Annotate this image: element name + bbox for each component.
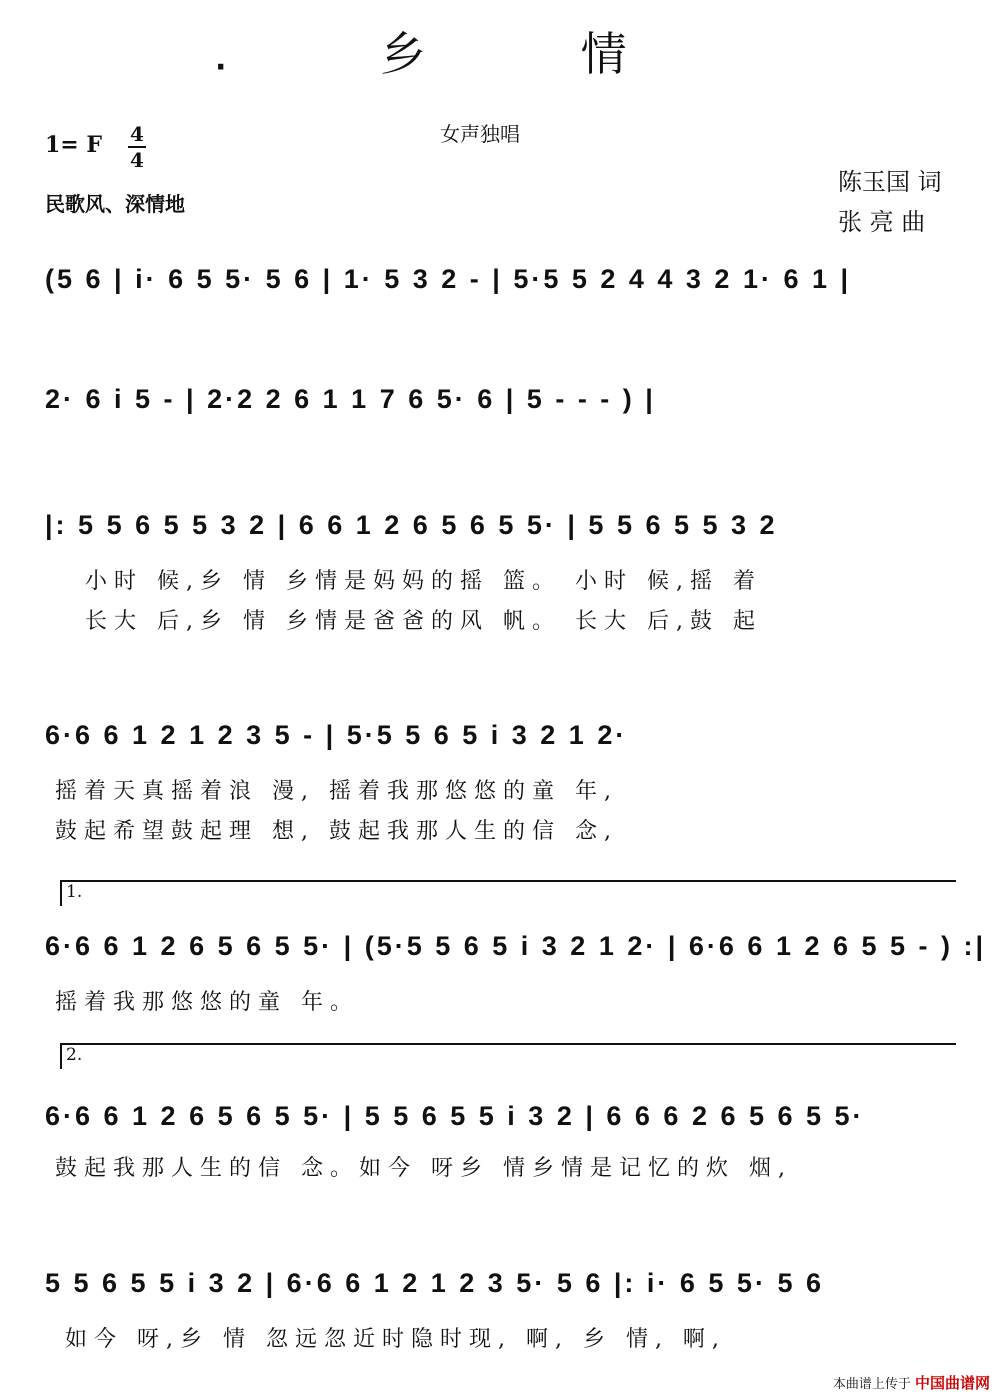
composer-credit: 张 亮 曲	[838, 208, 926, 236]
lyrics-row-4-verse-1: 摇着天真摇着浪 漫, 摇着我那悠悠的童 年,	[55, 779, 618, 804]
key-signature: 1= F	[45, 132, 103, 158]
notes-row-1: (5 6 | i· 6 5 5· 5 6 | 1· 5 3 2 - | 5·5 5 2 4 4 3 2 1· 6 1 |	[45, 264, 852, 294]
score-row-3	[45, 500, 965, 640]
notes-row-4: 6·6 6 1 2 1 2 3 5 - | 5·5 5 6 5 i 3 2 1 2·	[45, 720, 628, 750]
notes-row-3: |: 5 5 6 5 5 3 2 | 6 6 1 2 6 5 6 5 5· | 5 5 6 5 5 3 2	[45, 510, 778, 540]
time-signature-top: 4	[130, 122, 144, 146]
lyrics-row-4-verse-2: 鼓起希望鼓起理 想, 鼓起我那人生的信 念,	[55, 819, 618, 844]
first-ending-bracket: 1.	[60, 880, 956, 906]
score-row-7	[45, 1262, 965, 1362]
tempo-marking: 民歌风、深情地	[45, 192, 185, 216]
score-row-4	[45, 710, 965, 850]
notes-row-5: 6·6 6 1 2 6 5 6 5 5· | (5·5 5 6 5 i 3 2 1 2· | 6·6 6 1 2 6 5 5 - ) :|	[45, 931, 987, 961]
time-signature-bottom: 4	[130, 148, 144, 172]
score-row-1	[45, 258, 965, 318]
second-ending-bracket: 2.	[60, 1043, 956, 1069]
footer-watermark	[833, 1372, 990, 1393]
time-signature	[128, 122, 146, 172]
title-dot: ·	[215, 50, 227, 85]
lyrics-row-3-verse-1: 小时 候,乡 情 乡情是妈妈的摇 篮。 小时 候,摇 着	[85, 569, 762, 594]
footer-prefix: 本曲谱上传于	[832, 1377, 911, 1392]
lyricist-credit: 陈玉国 词	[838, 168, 942, 196]
song-title: 乡 情	[380, 27, 697, 81]
score-row-5	[45, 925, 987, 1025]
lyrics-row-3-verse-2: 长大 后,乡 情 乡情是爸爸的风 帆。 长大 后,鼓 起	[85, 609, 762, 634]
score-row-2	[45, 378, 965, 438]
notes-row-2: 2· 6 i 5 - | 2·2 2 6 1 1 7 6 5· 6 | 5 - - - ) |	[45, 384, 656, 414]
lyrics-row-6: 鼓起我那人生的信 念。如今 呀乡 情乡情是记忆的炊 烟,	[55, 1156, 792, 1181]
lyrics-row-5: 摇着我那悠悠的童 年。	[55, 990, 359, 1015]
subtitle: 女声独唱	[440, 122, 520, 146]
notes-row-6: 6·6 6 1 2 6 5 6 5 5· | 5 5 6 5 5 i 3 2 | 6 6 6 2 6 5 6 5 5·	[45, 1101, 865, 1131]
site-logo: 中国曲谱网	[914, 1374, 990, 1392]
notes-row-7: 5 5 6 5 5 i 3 2 | 6·6 6 1 2 1 2 3 5· 5 6 |: i· 6 5 5· 5 6	[45, 1268, 824, 1298]
lyrics-row-7: 如今 呀,乡 情 忽远忽近时隐时现, 啊, 乡 情, 啊,	[65, 1327, 726, 1352]
score-row-6	[45, 1095, 965, 1195]
